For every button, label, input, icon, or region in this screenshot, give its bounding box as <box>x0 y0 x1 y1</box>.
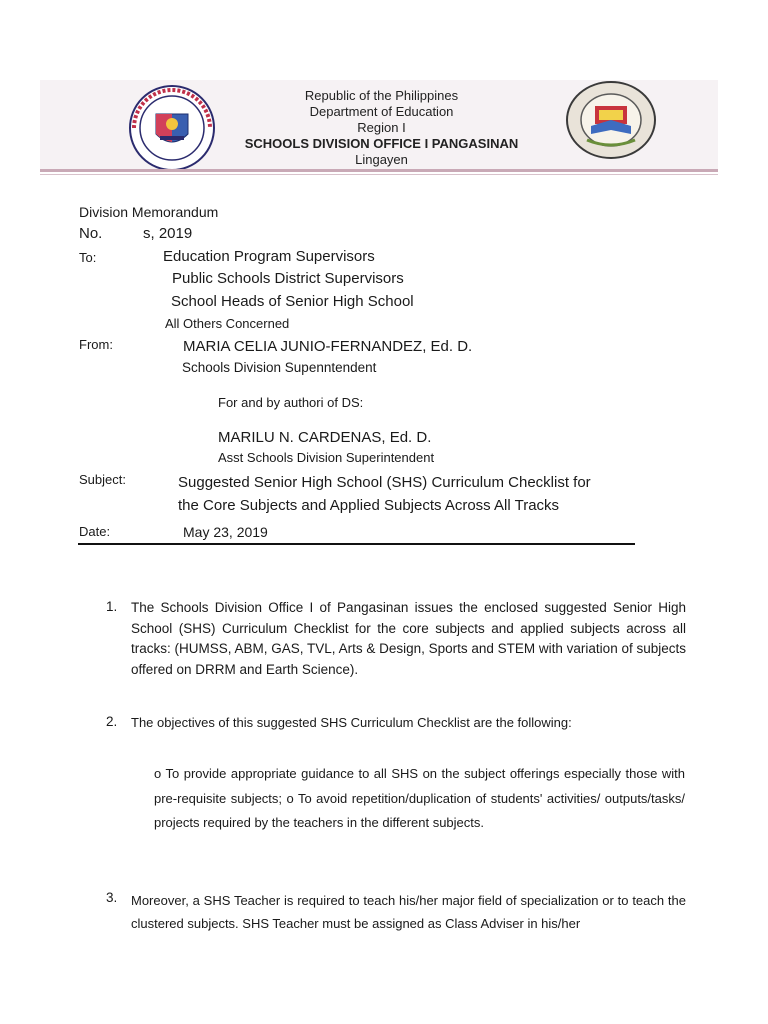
header-city: Lingayen <box>355 152 408 167</box>
header-region: Region I <box>357 120 406 135</box>
subject-label: Subject: <box>79 472 126 487</box>
objectives-list: o To provide appropriate guidance to all SHS on the subject offerings especially those with pre-requisite subjects; o To avoid repetition/duplication of students' activities/ outputs/tasks/ projects required by the teachers in the different subjects. <box>154 766 685 830</box>
item-number: 2. <box>106 714 118 729</box>
header-divider <box>40 169 718 172</box>
division-office-seal-icon <box>565 80 657 160</box>
from-label: From: <box>79 337 113 352</box>
subject-line: Suggested Senior High School (SHS) Curriculum Checklist for <box>178 474 591 491</box>
authority-line: For and by authori of DS: <box>218 395 364 410</box>
to-label: To: <box>79 250 97 265</box>
item-number: 1. <box>106 599 118 614</box>
signatory-title: Asst Schools Division Superintendent <box>218 450 435 465</box>
to-recipient: All Others Concerned <box>165 316 290 331</box>
from-title: Schools Division Supenntendent <box>182 360 377 375</box>
heading-rule <box>78 543 635 545</box>
to-recipient: School Heads of Senior High School <box>171 293 414 310</box>
item-text: The Schools Division Office I of Pangasinan issues the enclosed suggested Senior High School (SHS) Curriculum Checklist for the core subjects and applied subjects across all tracks: (HUMSS, ABM, GAS, TVL, Arts & Design, Sports and STEM with variation of subjects offered on DRRM and Earth Science). <box>131 600 686 677</box>
memo-number-label: No. <box>79 225 103 242</box>
to-recipient: Education Program Supervisors <box>163 248 375 265</box>
deped-seal-icon <box>128 84 216 172</box>
header-divider-thin <box>40 174 718 175</box>
item-text: Moreover, a SHS Teacher is required to teach his/her major field of specialization or to teach the clustered subjects. SHS Teacher must be assigned as Class Adviser in his/her <box>131 893 686 931</box>
item-text: The objectives of this suggested SHS Curriculum Checklist are the following: <box>131 715 572 730</box>
memo-series: s, 2019 <box>143 225 193 242</box>
to-recipient: Public Schools District Supervisors <box>172 270 404 287</box>
header-department: Department of Education <box>309 104 454 119</box>
subject-line: the Core Subjects and Applied Subjects Across All Tracks <box>178 497 560 514</box>
header-republic: Republic of the Philippines <box>304 88 459 103</box>
header-division-office: SCHOOLS DIVISION OFFICE I PANGASINAN <box>244 136 519 151</box>
date-label: Date: <box>79 524 111 539</box>
memo-date: May 23, 2019 <box>183 524 268 540</box>
from-name: MARIA CELIA JUNIO-FERNANDEZ, Ed. D. <box>183 338 473 355</box>
signatory-name: MARILU N. CARDENAS, Ed. D. <box>218 429 432 446</box>
memo-type: Division Memorandum <box>79 204 219 220</box>
item-number: 3. <box>106 890 118 905</box>
